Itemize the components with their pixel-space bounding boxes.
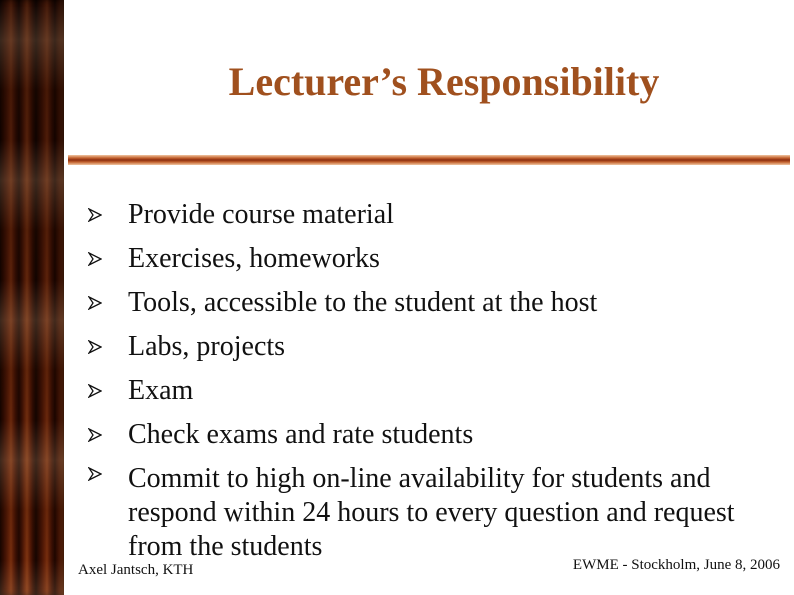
bullet-text: Labs, projects bbox=[128, 331, 286, 362]
bullet-item bbox=[88, 325, 768, 369]
arrowhead-bullet-icon bbox=[88, 457, 104, 491]
bullet-item bbox=[88, 193, 768, 237]
bullet-text: Commit to high on-line availability for students and respond within 24 hours to every question and request from the students bbox=[128, 463, 735, 562]
arrowhead-bullet-icon bbox=[88, 281, 104, 325]
slide-title: Lecturer’s Responsibility bbox=[228, 59, 660, 104]
arrowhead-bullet-icon bbox=[88, 413, 104, 457]
arrowhead-bullet-icon bbox=[88, 325, 104, 369]
bullet-text: Provide course material bbox=[128, 199, 394, 230]
bullet-item bbox=[88, 369, 768, 413]
bullet-item bbox=[88, 413, 768, 457]
bullet-list bbox=[88, 193, 768, 564]
bullet-item bbox=[88, 457, 768, 564]
footer-author: Axel Jantsch, KTH bbox=[78, 562, 194, 578]
title-divider bbox=[68, 155, 790, 165]
bullet-item bbox=[88, 237, 768, 281]
bullet-item bbox=[88, 281, 768, 325]
bullet-text: Tools, accessible to the student at the host bbox=[128, 287, 598, 318]
arrowhead-bullet-icon bbox=[88, 237, 104, 281]
bullet-text: Check exams and rate students bbox=[128, 419, 474, 450]
bullet-text: Exercises, homeworks bbox=[128, 243, 380, 274]
arrowhead-bullet-icon bbox=[88, 193, 104, 237]
bullet-text: Exam bbox=[128, 375, 194, 406]
wood-grain-sidebar bbox=[0, 0, 64, 595]
arrowhead-bullet-icon bbox=[88, 369, 104, 413]
footer-event-date: EWME - Stockholm, June 8, 2006 bbox=[572, 557, 780, 573]
